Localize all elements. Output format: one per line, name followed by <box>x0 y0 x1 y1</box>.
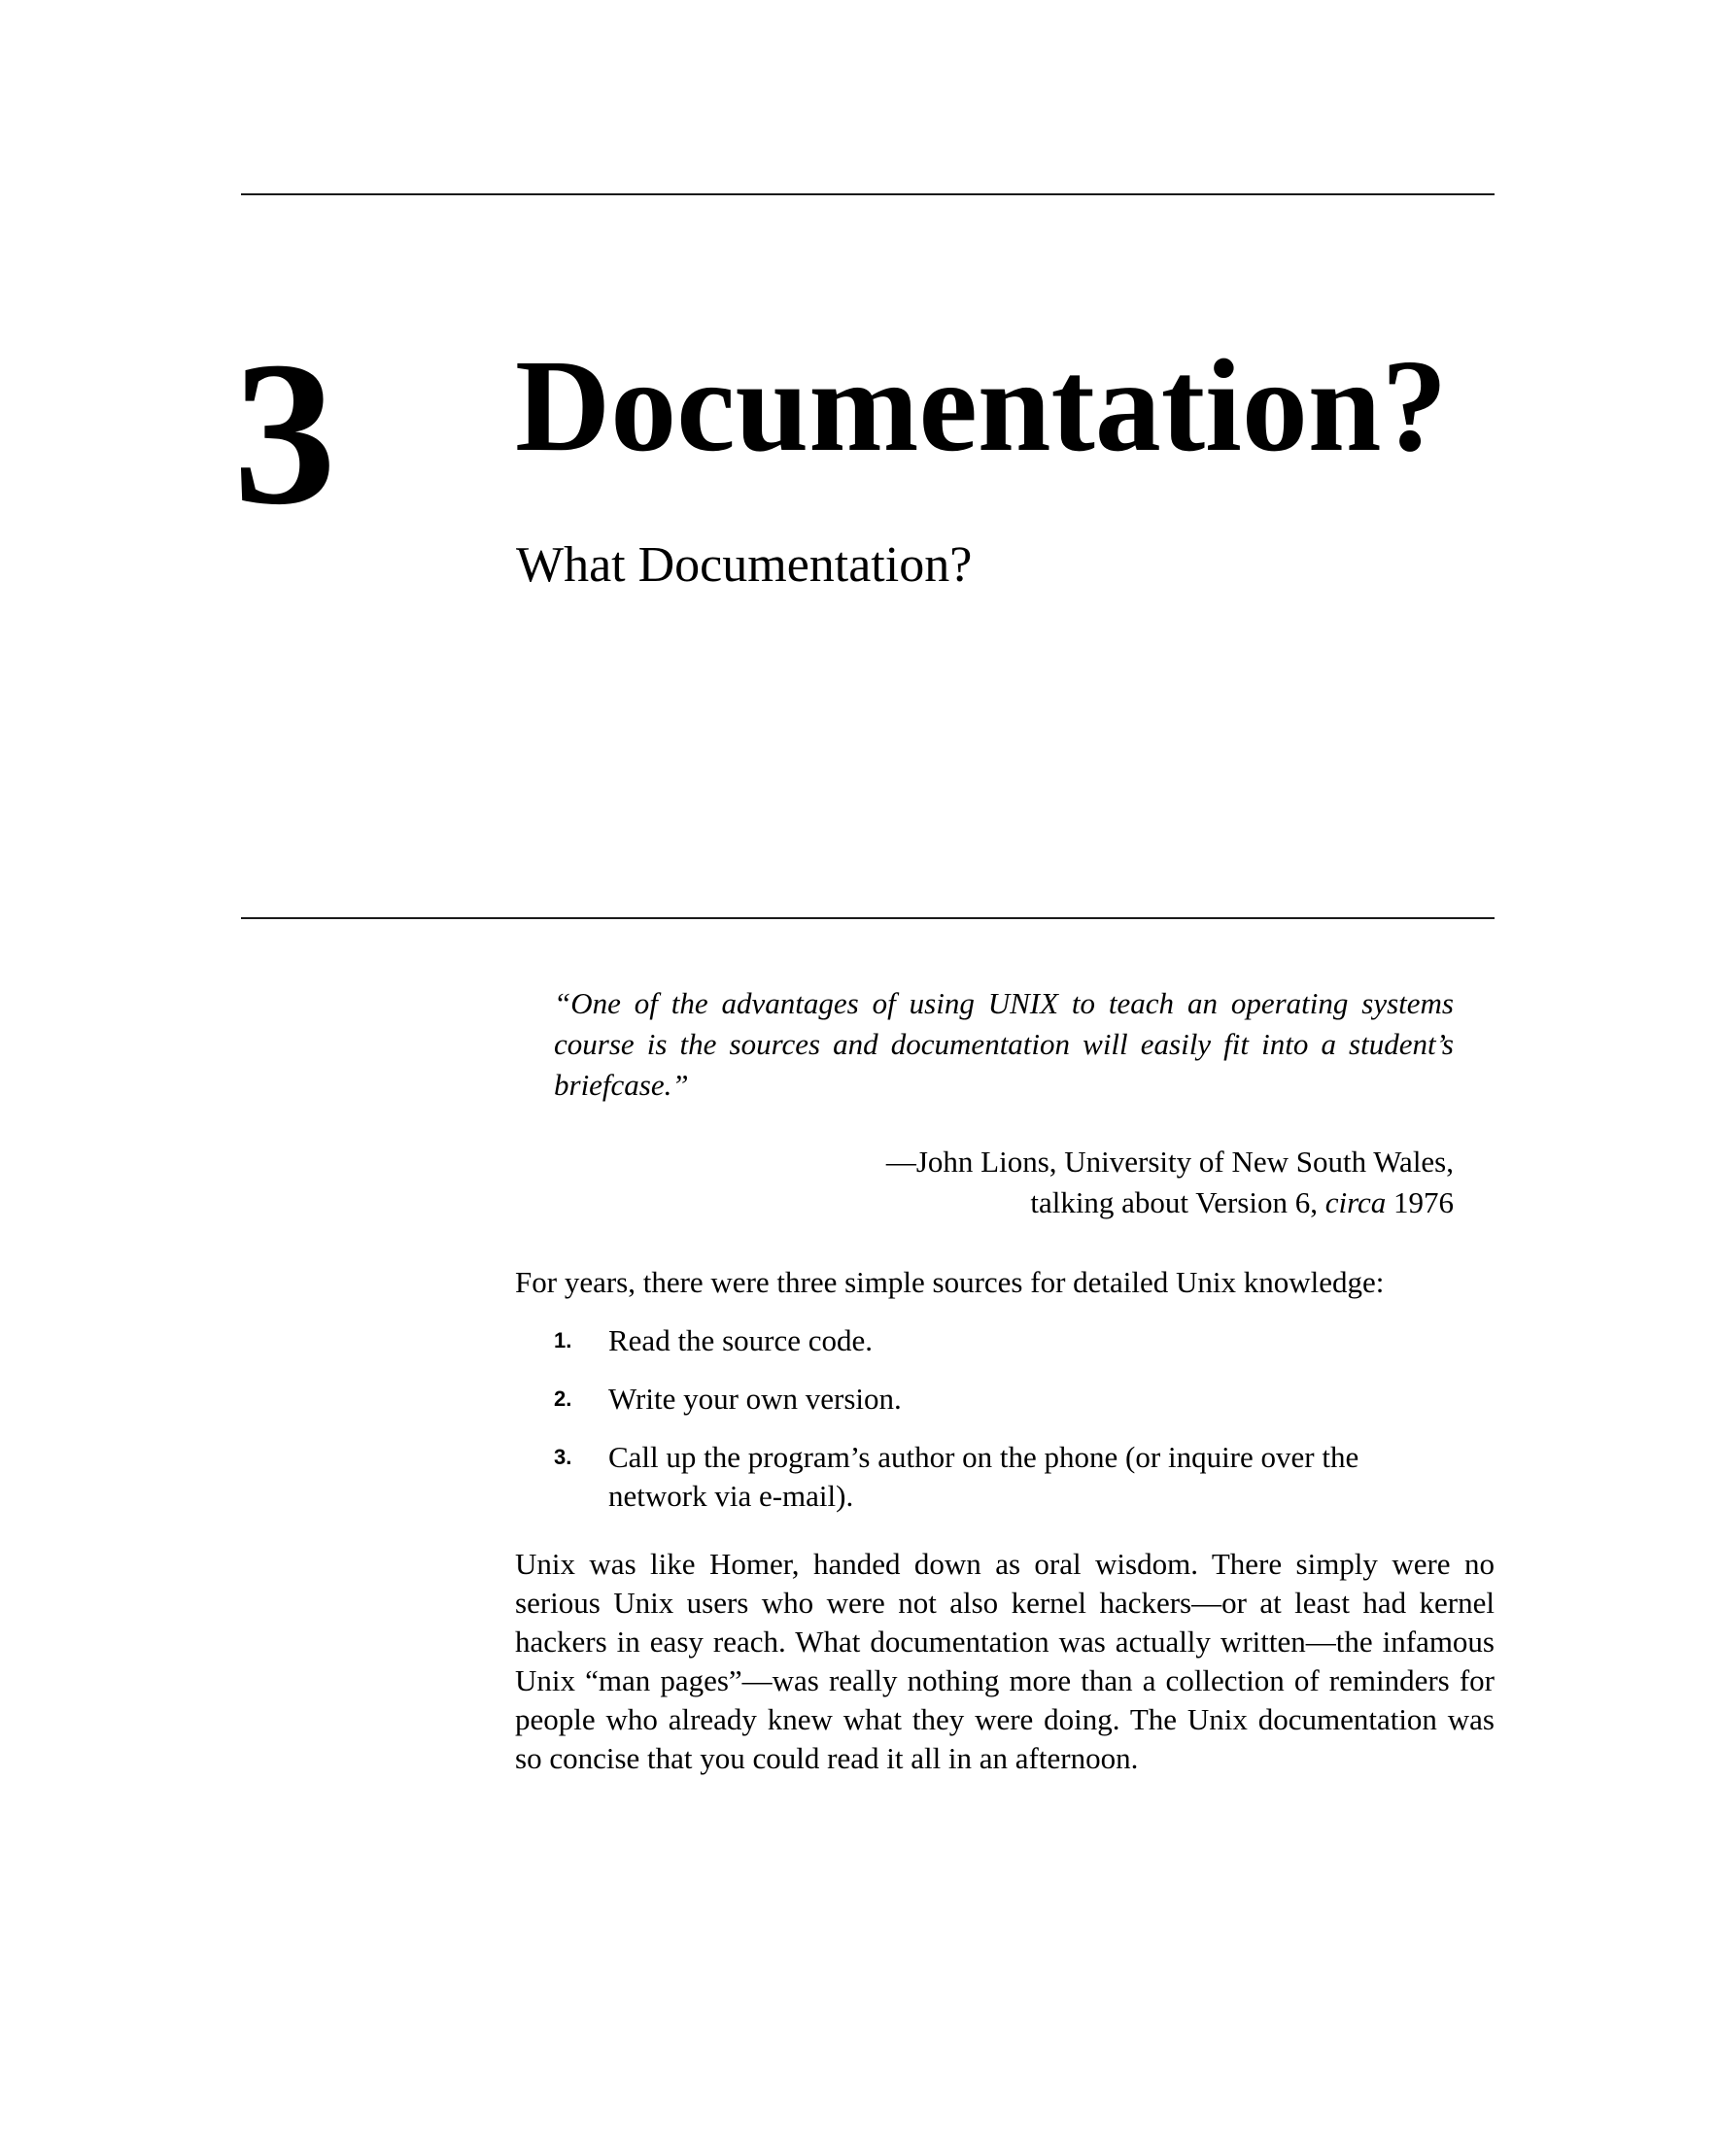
attribution-line-1: —John Lions, University of New South Wales, <box>885 1145 1454 1179</box>
main-paragraph: Unix was like Homer, handed down as oral wisdom. There simply were no serious Unix users who were not also kernel hackers—or at least had kernel hackers in easy reach. What documentation was actually written—the infamous Unix “man pages”—was really nothing more than a collection of reminders for people who already knew what they were doing. The Unix documentation was so concise that you could read it all in an afternoon. <box>515 1547 1495 1775</box>
chapter-subtitle: What Documentation? <box>516 537 973 593</box>
epigraph <box>554 983 1454 1223</box>
list-item-number: 3. <box>554 1445 572 1469</box>
attribution-line-2 <box>554 1182 1454 1223</box>
top-rule <box>241 193 1495 195</box>
list-item-number: 1. <box>554 1328 572 1352</box>
list-item-text: Read the source code. <box>608 1323 873 1357</box>
epigraph-attribution <box>554 1142 1454 1223</box>
list-item <box>515 1438 1495 1516</box>
sources-list <box>515 1321 1495 1516</box>
list-item <box>515 1380 1495 1419</box>
list-item-text: Write your own version. <box>608 1382 902 1416</box>
intro-paragraph: For years, there were three simple sources for detailed Unix knowledge: <box>515 1265 1385 1299</box>
list-item-text: Call up the program’s author on the phone (or inquire over the network via e-mail). <box>608 1440 1359 1513</box>
body-text <box>515 1263 1495 1778</box>
bottom-rule <box>241 917 1495 919</box>
epigraph-quote: “One of the advantages of using UNIX to teach an operating systems course is the sources and documentation will easily fit into a student’s briefcase.” <box>554 986 1454 1102</box>
list-item-number: 2. <box>554 1386 572 1411</box>
chapter-title: Documentation? <box>515 333 1448 479</box>
attribution-prefix: talking about Version 6, <box>1030 1185 1325 1219</box>
chapter-number: 3 <box>233 319 336 547</box>
attribution-circa: circa <box>1324 1185 1387 1219</box>
list-item <box>515 1321 1495 1360</box>
attribution-year: 1976 <box>1386 1185 1454 1219</box>
